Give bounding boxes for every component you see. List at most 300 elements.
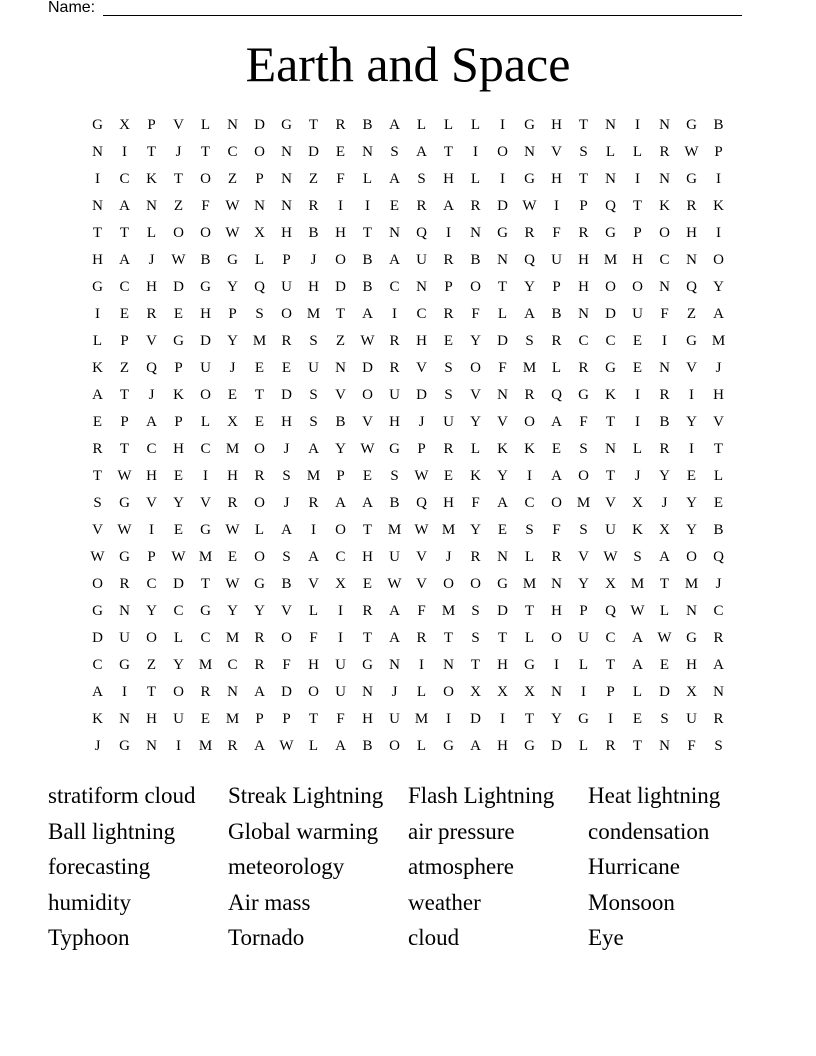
grid-cell: I <box>95 171 100 187</box>
grid-cell: O <box>686 549 697 565</box>
grid-cell: P <box>282 711 291 727</box>
grid-cell: P <box>120 414 129 430</box>
grid-cell: Q <box>605 198 616 214</box>
grid-cell: O <box>254 549 265 565</box>
grid-cell: S <box>471 630 480 646</box>
grid-cell: D <box>335 279 346 295</box>
grid-cell: R <box>659 144 670 160</box>
grid-cell: J <box>310 252 317 268</box>
grid-cell: A <box>362 495 373 511</box>
grid-cell: N <box>524 144 535 160</box>
grid-cell: R <box>470 198 481 214</box>
grid-cell: G <box>92 117 103 133</box>
grid-cell: E <box>200 711 211 727</box>
grid-cell: A <box>389 171 400 187</box>
grid-cell: H <box>551 117 562 133</box>
grid-cell: L <box>362 171 373 187</box>
grid-cell: N <box>146 198 157 214</box>
grid-cell: N <box>416 279 427 295</box>
grid-cell: P <box>444 279 453 295</box>
grid-cell: P <box>417 441 426 457</box>
grid-cell: G <box>389 441 400 457</box>
grid-cell: Y <box>497 468 508 484</box>
grid-cell: Q <box>605 603 616 619</box>
word-list-item: air pressure <box>408 818 515 844</box>
grid-cell: S <box>282 468 291 484</box>
grid-cell: L <box>416 684 427 700</box>
grid-cell: I <box>446 711 451 727</box>
grid-cell: I <box>122 684 127 700</box>
grid-cell: U <box>389 549 400 565</box>
grid-cell: L <box>632 144 643 160</box>
grid-cell: P <box>174 360 183 376</box>
grid-cell: F <box>336 711 345 727</box>
grid-cell: E <box>686 468 697 484</box>
grid-cell: N <box>281 144 292 160</box>
grid-cell: R <box>578 360 589 376</box>
grid-cell: O <box>659 225 670 241</box>
grid-cell: S <box>525 522 534 538</box>
grid-cell: L <box>416 738 427 754</box>
grid-cell: Y <box>686 414 697 430</box>
grid-cell: E <box>632 360 643 376</box>
grid-cell: G <box>443 738 454 754</box>
grid-cell: J <box>715 576 722 592</box>
grid-cell: P <box>633 225 642 241</box>
grid-cell: C <box>173 603 184 619</box>
grid-cell: P <box>336 468 345 484</box>
grid-cell: L <box>551 360 562 376</box>
grid-cell: W <box>225 522 240 538</box>
grid-cell: K <box>713 198 724 214</box>
grid-cell: M <box>441 522 456 538</box>
grid-cell: K <box>632 522 643 538</box>
grid-cell: Q <box>146 360 157 376</box>
grid-cell: C <box>146 441 157 457</box>
grid-cell: H <box>443 171 454 187</box>
word-list-item: Flash Lightning <box>408 783 555 808</box>
grid-cell: P <box>255 711 264 727</box>
grid-cell: X <box>524 684 535 700</box>
grid-cell: V <box>470 387 481 403</box>
grid-cell: R <box>200 684 211 700</box>
grid-cell: L <box>713 468 724 484</box>
grid-cell: F <box>579 414 588 430</box>
grid-cell: V <box>362 414 373 430</box>
grid-cell: U <box>605 522 616 538</box>
grid-cell: U <box>335 657 346 673</box>
grid-cell: R <box>389 333 400 349</box>
grid-cell: S <box>282 549 291 565</box>
grid-cell: A <box>389 630 400 646</box>
grid-cell: N <box>92 198 103 214</box>
grid-cell: U <box>281 279 292 295</box>
grid-cell: Y <box>227 333 238 349</box>
grid-cell: E <box>173 306 184 322</box>
grid-cell: N <box>578 306 589 322</box>
grid-cell: S <box>93 495 102 511</box>
grid-cell: F <box>552 225 561 241</box>
grid-cell: T <box>713 441 724 457</box>
grid-cell: T <box>497 630 508 646</box>
word-list-item: Ball lightning <box>48 818 176 844</box>
grid-cell: T <box>443 144 454 160</box>
grid-cell: R <box>254 468 265 484</box>
grid-cell: I <box>392 306 397 322</box>
grid-cell: R <box>119 576 130 592</box>
grid-cell: D <box>173 279 184 295</box>
grid-cell: V <box>200 495 211 511</box>
grid-cell: R <box>524 387 535 403</box>
grid-cell: L <box>254 522 265 538</box>
grid-cell: W <box>657 630 672 646</box>
grid-cell: L <box>254 252 265 268</box>
grid-cell: D <box>92 630 103 646</box>
grid-cell: W <box>414 522 429 538</box>
grid-cell: C <box>119 279 130 295</box>
grid-cell: R <box>308 198 319 214</box>
grid-cell: M <box>225 711 240 727</box>
grid-cell: Y <box>227 279 238 295</box>
grid-cell: O <box>173 684 184 700</box>
grid-cell: T <box>254 387 265 403</box>
grid-cell: I <box>554 657 559 673</box>
grid-cell: L <box>146 225 157 241</box>
grid-cell: V <box>173 117 184 133</box>
grid-cell: I <box>365 198 370 214</box>
grid-cell: G <box>497 225 508 241</box>
grid-cell: O <box>308 684 319 700</box>
grid-cell: G <box>254 576 265 592</box>
grid-cell: R <box>524 225 535 241</box>
grid-cell: S <box>444 387 453 403</box>
grid-cell: D <box>659 684 670 700</box>
grid-cell: R <box>227 495 238 511</box>
grid-cell: H <box>551 171 562 187</box>
grid-cell: N <box>686 603 697 619</box>
grid-cell: D <box>497 603 508 619</box>
grid-cell: T <box>119 441 130 457</box>
grid-cell: X <box>632 495 643 511</box>
grid-cell: R <box>551 333 562 349</box>
grid-cell: A <box>254 738 265 754</box>
grid-cell: V <box>146 333 157 349</box>
grid-cell: C <box>605 630 616 646</box>
grid-cell: W <box>630 603 645 619</box>
grid-cell: J <box>445 549 452 565</box>
grid-cell: K <box>92 711 103 727</box>
grid-cell: C <box>713 603 724 619</box>
grid-cell: K <box>146 171 157 187</box>
grid-cell: X <box>335 576 346 592</box>
grid-cell: G <box>686 171 697 187</box>
word-list-item: forecasting <box>48 854 151 879</box>
grid-cell: O <box>713 252 724 268</box>
grid-cell: A <box>335 495 346 511</box>
grid-cell: F <box>309 630 318 646</box>
grid-cell: M <box>387 522 402 538</box>
grid-cell: A <box>92 387 103 403</box>
grid-cell: I <box>635 387 640 403</box>
grid-cell: O <box>578 468 589 484</box>
grid-cell: S <box>633 549 642 565</box>
grid-cell: N <box>551 684 562 700</box>
grid-cell: A <box>524 306 535 322</box>
grid-cell: R <box>254 630 265 646</box>
grid-cell: J <box>418 414 425 430</box>
grid-cell: V <box>416 549 427 565</box>
grid-cell: R <box>605 738 616 754</box>
grid-cell: I <box>662 333 667 349</box>
grid-cell: B <box>308 225 319 241</box>
grid-cell: A <box>497 495 508 511</box>
grid-cell: N <box>119 603 130 619</box>
grid-cell: T <box>308 117 319 133</box>
grid-cell: W <box>522 198 537 214</box>
grid-cell: G <box>578 387 589 403</box>
grid-cell: A <box>713 306 724 322</box>
grid-cell: S <box>471 603 480 619</box>
grid-cell: B <box>362 252 373 268</box>
grid-cell: M <box>522 360 537 376</box>
grid-cell: S <box>579 144 588 160</box>
grid-cell: O <box>335 522 346 538</box>
grid-cell: G <box>605 360 616 376</box>
grid-cell: C <box>227 144 238 160</box>
grid-cell: L <box>200 414 211 430</box>
grid-cell: G <box>200 522 211 538</box>
grid-cell: A <box>389 252 400 268</box>
grid-cell: Y <box>470 414 481 430</box>
grid-cell: V <box>335 387 346 403</box>
grid-cell: N <box>605 171 616 187</box>
grid-cell: E <box>92 414 103 430</box>
grid-cell: G <box>200 279 211 295</box>
grid-cell: K <box>605 387 616 403</box>
grid-cell: H <box>497 738 508 754</box>
grid-cell: Y <box>686 495 697 511</box>
grid-cell: W <box>603 549 618 565</box>
grid-cell: N <box>497 549 508 565</box>
grid-cell: H <box>389 414 400 430</box>
grid-cell: I <box>122 144 127 160</box>
grid-cell: G <box>524 171 535 187</box>
grid-cell: I <box>419 657 424 673</box>
grid-cell: L <box>524 630 535 646</box>
grid-cell: F <box>552 522 561 538</box>
grid-cell: E <box>254 360 265 376</box>
grid-cell: F <box>498 360 507 376</box>
grid-cell: C <box>92 657 103 673</box>
grid-cell: H <box>362 711 373 727</box>
grid-cell: T <box>200 144 211 160</box>
grid-cell: L <box>632 684 643 700</box>
grid-cell: L <box>497 306 508 322</box>
grid-cell: R <box>443 306 454 322</box>
grid-cell: G <box>524 117 535 133</box>
grid-cell: G <box>119 738 130 754</box>
grid-cell: M <box>684 576 699 592</box>
grid-cell: O <box>254 144 265 160</box>
grid-cell: C <box>227 657 238 673</box>
grid-cell: R <box>227 738 238 754</box>
grid-cell: N <box>119 711 130 727</box>
grid-cell: P <box>714 144 723 160</box>
grid-cell: X <box>254 225 265 241</box>
word-list <box>48 778 768 956</box>
grid-cell: V <box>308 576 319 592</box>
grid-cell: D <box>281 387 292 403</box>
grid-cell: R <box>551 549 562 565</box>
grid-cell: R <box>92 441 103 457</box>
grid-cell: D <box>200 333 211 349</box>
grid-cell: O <box>470 360 481 376</box>
grid-cell: A <box>389 603 400 619</box>
grid-cell: S <box>660 711 669 727</box>
grid-cell: M <box>711 333 726 349</box>
grid-cell: A <box>551 468 562 484</box>
grid-cell: N <box>497 387 508 403</box>
grid-cell: G <box>119 657 130 673</box>
grid-cell: W <box>225 225 240 241</box>
grid-cell: X <box>227 414 238 430</box>
grid-cell: B <box>200 252 211 268</box>
grid-cell: A <box>119 252 130 268</box>
grid-cell: T <box>443 630 454 646</box>
grid-cell: M <box>225 630 240 646</box>
grid-cell: E <box>254 414 265 430</box>
grid-cell: O <box>254 441 265 457</box>
grid-cell: B <box>470 252 481 268</box>
grid-cell: N <box>659 738 670 754</box>
grid-cell: I <box>716 225 721 241</box>
grid-cell: W <box>360 441 375 457</box>
grid-cell: O <box>92 576 103 592</box>
word-list-item: condensation <box>588 818 710 844</box>
grid-cell: U <box>389 711 400 727</box>
grid-cell: G <box>281 117 292 133</box>
grid-cell: Y <box>470 522 481 538</box>
grid-cell: S <box>255 306 264 322</box>
grid-cell: H <box>146 711 157 727</box>
grid-cell: Y <box>659 468 670 484</box>
grid-cell: B <box>362 279 373 295</box>
grid-cell: V <box>416 576 427 592</box>
grid-cell: S <box>579 522 588 538</box>
grid-cell: H <box>713 387 724 403</box>
grid-cell: N <box>389 225 400 241</box>
grid-cell: W <box>225 576 240 592</box>
grid-cell: G <box>686 630 697 646</box>
grid-cell: R <box>659 441 670 457</box>
grid-cell: O <box>281 306 292 322</box>
grid-cell: F <box>660 306 669 322</box>
grid-cell: N <box>254 198 265 214</box>
grid-cell: P <box>147 117 156 133</box>
grid-cell: N <box>335 360 346 376</box>
grid-cell: H <box>362 549 373 565</box>
grid-cell: S <box>309 333 318 349</box>
grid-cell: R <box>686 198 697 214</box>
grid-cell: A <box>551 414 562 430</box>
grid-cell: K <box>470 468 481 484</box>
grid-cell: N <box>659 117 670 133</box>
grid-cell: N <box>227 117 238 133</box>
grid-cell: I <box>608 711 613 727</box>
grid-cell: H <box>146 468 157 484</box>
grid-cell: T <box>470 657 481 673</box>
grid-cell: D <box>362 360 373 376</box>
grid-cell: K <box>173 387 184 403</box>
grid-cell: J <box>148 387 155 403</box>
grid-cell: J <box>283 495 290 511</box>
grid-cell: H <box>146 279 157 295</box>
grid-cell: T <box>659 576 670 592</box>
grid-cell: E <box>551 441 562 457</box>
grid-cell: C <box>146 576 157 592</box>
grid-cell: J <box>175 144 182 160</box>
grid-cell: H <box>92 252 103 268</box>
grid-cell: O <box>551 630 562 646</box>
grid-cell: Q <box>416 495 427 511</box>
grid-cell: N <box>362 684 373 700</box>
grid-cell: O <box>200 225 211 241</box>
grid-cell: B <box>389 495 400 511</box>
grid-cell: D <box>470 711 481 727</box>
grid-cell: O <box>470 279 481 295</box>
grid-cell: R <box>659 387 670 403</box>
grid-cell: R <box>578 225 589 241</box>
grid-cell: T <box>119 387 130 403</box>
grid-cell: L <box>659 603 670 619</box>
grid-cell: Q <box>524 252 535 268</box>
grid-cell: L <box>605 144 616 160</box>
grid-cell: E <box>173 522 184 538</box>
grid-cell: W <box>90 549 105 565</box>
grid-cell: S <box>525 333 534 349</box>
grid-cell: H <box>416 333 427 349</box>
grid-cell: Y <box>254 603 265 619</box>
grid-cell: A <box>92 684 103 700</box>
grid-cell: E <box>632 333 643 349</box>
grid-cell: C <box>578 333 589 349</box>
grid-cell: I <box>500 711 505 727</box>
grid-cell: S <box>390 468 399 484</box>
grid-cell: G <box>605 225 616 241</box>
word-list-item: Heat lightning <box>588 783 721 808</box>
grid-cell: Q <box>713 549 724 565</box>
grid-cell: G <box>227 252 238 268</box>
grid-cell: L <box>443 117 454 133</box>
grid-cell: I <box>149 522 154 538</box>
grid-cell: T <box>578 117 589 133</box>
grid-cell: J <box>229 360 236 376</box>
grid-cell: E <box>443 468 454 484</box>
grid-cell: V <box>551 144 562 160</box>
grid-cell: Y <box>173 495 184 511</box>
grid-cell: N <box>92 144 103 160</box>
grid-cell: S <box>390 144 399 160</box>
grid-cell: P <box>606 684 615 700</box>
grid-cell: T <box>524 711 535 727</box>
grid-cell: J <box>715 360 722 376</box>
grid-cell: A <box>659 549 670 565</box>
grid-cell: R <box>254 657 265 673</box>
grid-cell: V <box>146 495 157 511</box>
grid-cell: T <box>146 684 157 700</box>
grid-cell: I <box>95 306 100 322</box>
grid-cell: F <box>471 306 480 322</box>
